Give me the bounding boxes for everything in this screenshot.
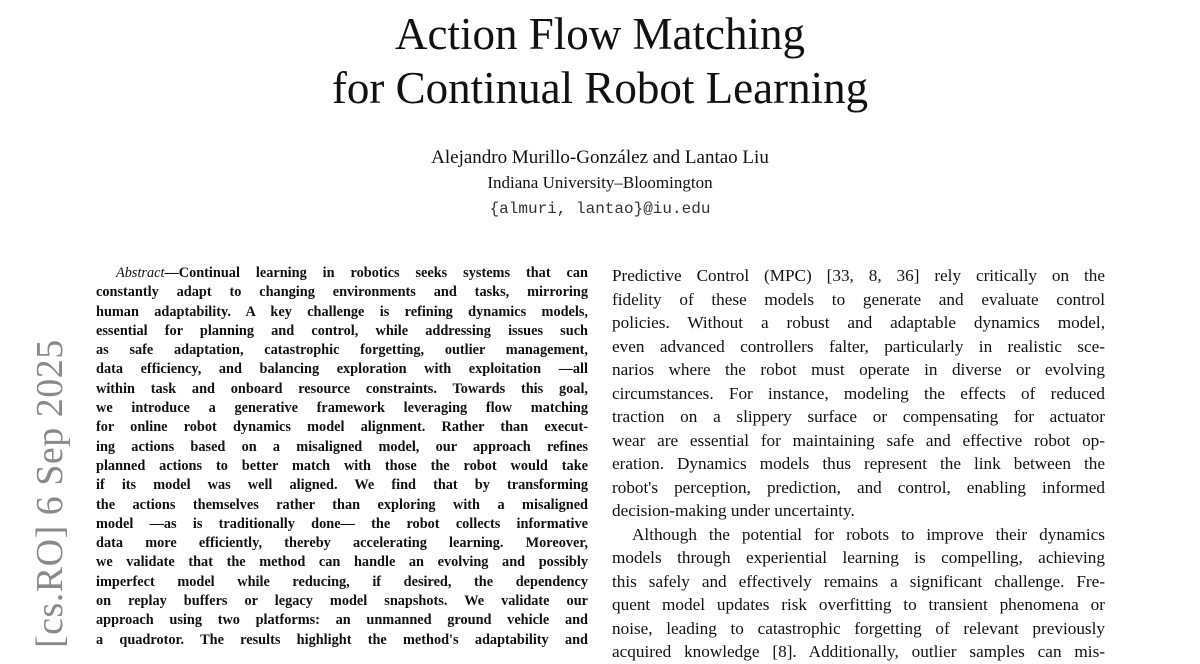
body-line: acquired knowledge [8]. Additionally, outlier samples can mis- [612,642,1105,661]
abstract-line: within task and onboard resource constraints. Towards this goal, [96,380,588,397]
abstract-line: model —as is traditionally done— the robot collects informative [96,515,588,532]
abstract-line: if its model was well aligned. We find that by transforming [96,477,588,494]
body-line: even advanced controllers falter, particularly in realistic sce- [612,336,1105,356]
abstract-line: data efficiency, and balancing exploration with exploitation —all [96,361,588,378]
abstract-line: we validate that the method can handle an evolving and possibly [96,554,588,571]
abstract-line: approach using two platforms: an unmanned ground vehicle and [96,612,588,629]
abstract-line: the actions themselves rather than exploring with a misaligned [96,496,588,513]
body-line: noise, leading to catastrophic forgetting of relevant previously [612,618,1105,638]
body-line: Predictive Control (MPC) [33, 8, 36] rely critically on the [612,266,1105,285]
arxiv-side-stamp: [cs.RO] 6 Sep 2025 [29,339,71,648]
abstract-line: as safe adaptation, catastrophic forgetting, outlier management, [96,342,588,359]
abstract-line: essential for planning and control, while addressing issues such [96,322,588,339]
abstract-line: for online robot dynamics model alignment. Rather than execut- [96,419,588,436]
body-line: policies. Without a robust and adaptable dynamics model, [612,313,1105,332]
author-affiliation: Indiana University–Bloomington [487,173,713,192]
abstract-line: a quadrotor. The results highlight the method's adaptability and [96,631,588,648]
body-paragraph-1 [612,264,1105,523]
body-line: this safely and effectively remains a significant challenge. Fre- [612,571,1105,591]
body-line: models through experiential learning is compelling, achieving [612,548,1105,567]
body-line: quent model updates risk overfitting to transient phenomena or [612,595,1105,614]
abstract-line: ing actions based on a misaligned model, our approach refines [96,438,588,455]
abstract-line [96,264,588,283]
body-line: eration. Dynamics models thus represent the link between the [612,454,1105,473]
abstract-line: imperfect model while reducing, if desired, the dependency [96,573,588,590]
abstract-line: planned actions to better match with those the robot would take [96,457,588,474]
abstract-line: human adaptability. A key challenge is refining dynamics models, [96,303,588,320]
paper-title-line-2: for Continual Robot Learning [331,63,869,113]
abstract-line: we introduce a generative framework leveraging flow matching [96,400,588,417]
author-email: {almuri, lantao}@iu.edu [489,200,711,218]
abstract-label: Abstract [116,265,165,281]
body-column-right [612,264,1105,664]
body-paragraph-2 [612,523,1105,664]
body-line: wear are essential for maintaining safe and effective robot op- [612,430,1105,450]
abstract-line: data more efficiently, thereby accelerating learning. Moreover, [96,535,588,552]
body-line: decision-making under uncertainty. [612,501,855,520]
paper-title-line-1: Action Flow Matching [395,9,805,59]
body-line: circumstances. For instance, modeling the effects of reduced [612,383,1105,403]
body-line: fidelity of these models to generate and evaluate control [612,289,1105,309]
body-line: traction on a slippery surface or compensating for actuator [612,407,1105,426]
body-line: robot's perception, prediction, and control, enabling informed [612,477,1105,497]
author-names: Alejandro Murillo-González and Lantao Liu [431,147,769,168]
abstract-line: on replay buffers or legacy model snapshots. We validate our [96,593,588,610]
abstract-column [96,264,588,650]
body-line: Although the potential for robots to improve their dynamics [632,524,1105,544]
body-line: narios where the robot must operate in diverse or evolving [612,360,1105,379]
abstract-line: constantly adapt to changing environments and tasks, mirroring [96,284,588,301]
abstract-line-text: —Continual learning in robotics seeks systems that can [164,265,588,281]
